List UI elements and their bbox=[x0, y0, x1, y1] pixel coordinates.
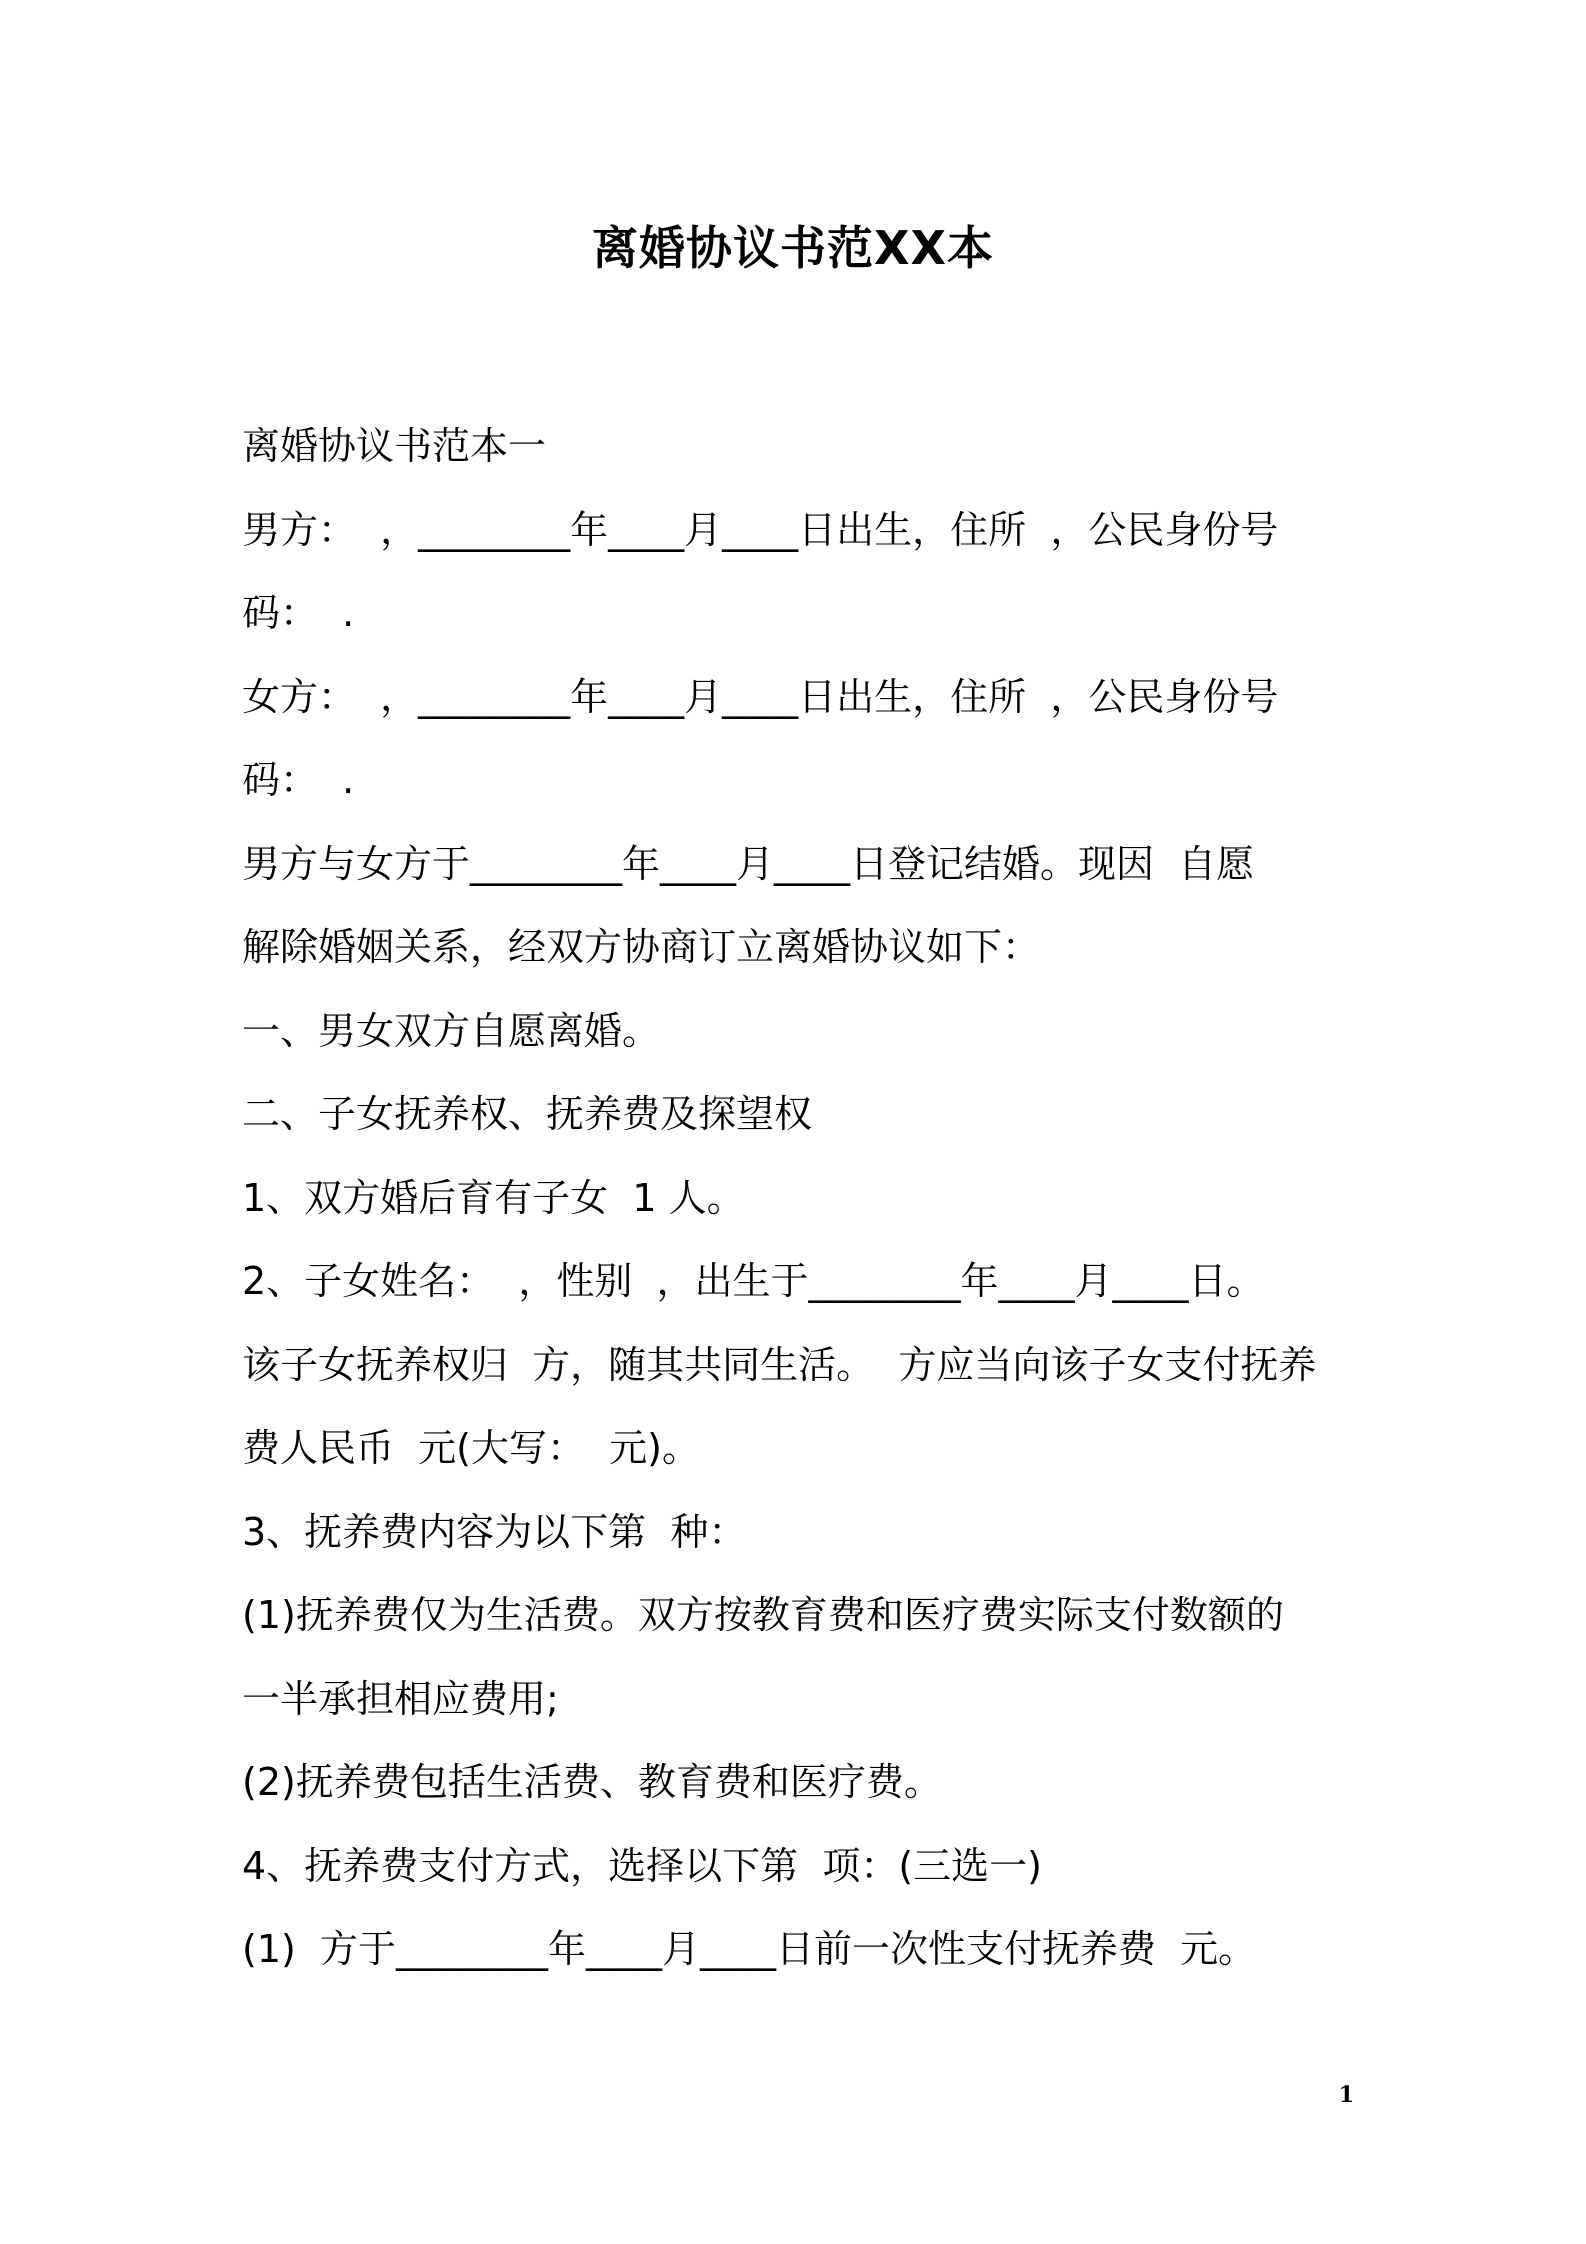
body-line: 女方： ，________年____月____日出生，住所 ，公民身份号 bbox=[242, 674, 1279, 719]
body-line: 3、抚养费内容为以下第 种： bbox=[242, 1509, 747, 1554]
body-line: 码： . bbox=[242, 758, 355, 802]
body-line: 离婚协议书范本一 bbox=[242, 424, 547, 468]
body-line: 4、抚养费支付方式，选择以下第 项：(三选一) bbox=[242, 1843, 1042, 1888]
body-line: (2)抚养费包括生活费、教育费和医疗费。 bbox=[242, 1760, 942, 1804]
body-line: 1、双方婚后育有子女 1 人。 bbox=[242, 1175, 745, 1220]
body-line: 二、子女抚养权、抚养费及探望权 bbox=[242, 1092, 813, 1136]
body-line: 该子女抚养权归 方，随其共同生活。 方应当向该子女支付抚养 bbox=[242, 1342, 1317, 1387]
body-line: (1)抚养费仅为生活费。双方按教育费和医疗费实际支付数额的 bbox=[242, 1593, 1284, 1637]
body-line: 费人民币 元(大写： 元)。 bbox=[242, 1426, 700, 1470]
body-line: 男方： ，________年____月____日出生，住所 ，公民身份号 bbox=[242, 507, 1279, 552]
body-line: (1) 方于________年____月____日前一次性支付抚养费 元。 bbox=[242, 1927, 1257, 1971]
document-body bbox=[242, 405, 1362, 1992]
body-line: 2、子女姓名： ，性别 ，出生于________年____月____日。 bbox=[242, 1259, 1265, 1303]
body-line: 解除婚姻关系，经双方协商订立离婚协议如下： bbox=[242, 925, 1041, 969]
page-number: 1 bbox=[1338, 2082, 1354, 2108]
document-title: 离婚协议书范XX本 bbox=[592, 221, 994, 275]
body-line: 一、男女双方自愿离婚。 bbox=[242, 1008, 661, 1053]
body-line: 男方与女方于________年____月____日登记结婚。现因 自愿 bbox=[242, 841, 1255, 886]
body-line: 一半承担相应费用; bbox=[242, 1676, 559, 1721]
body-line: 码： . bbox=[242, 591, 355, 635]
